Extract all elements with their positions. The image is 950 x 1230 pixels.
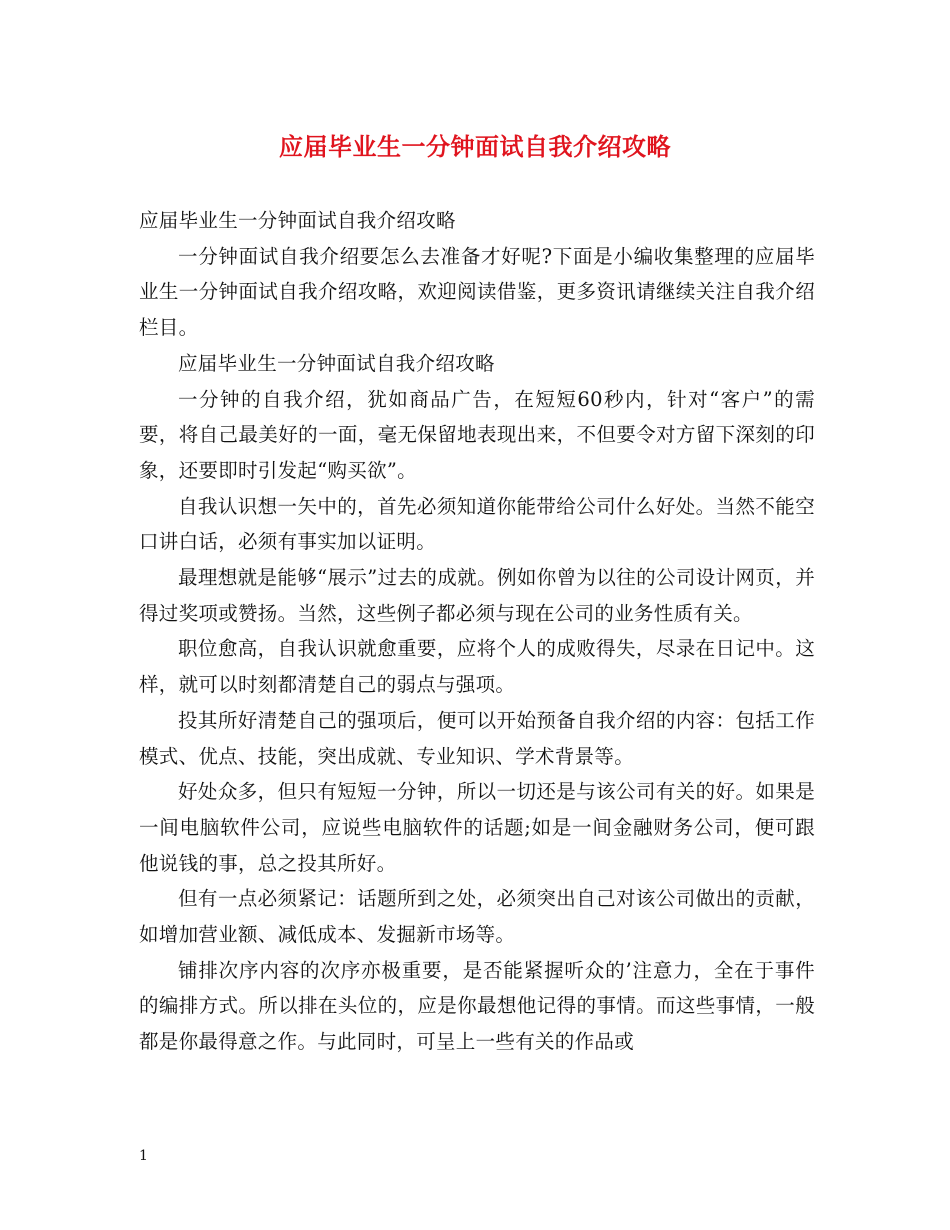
document-body: [139, 203, 815, 1060]
paragraph: 一分钟的自我介绍，犹如商品广告，在短短60秒内，针对“客户”的需要，将自己最美好的一面，毫无保留地表现出来，不但要令对方留下深刻的印象，还要即时引发起“购买欲”。: [139, 387, 815, 482]
paragraph: 职位愈高，自我认识就愈重要，应将个人的成败得失，尽录在日记中。这样，就可以时刻都清楚自己的弱点与强项。: [139, 637, 815, 697]
paragraph: 自我认识想一矢中的，首先必须知道你能带给公司什么好处。当然不能空口讲白话，必须有事实加以证明。: [139, 494, 815, 554]
paragraph-heading: 应届毕业生一分钟面试自我介绍攻略: [178, 351, 495, 375]
paragraph-subtitle: 应届毕业生一分钟面试自我介绍攻略: [139, 209, 456, 232]
document-title: 应届毕业生一分钟面试自我介绍攻略: [279, 132, 671, 161]
paragraph: 铺排次序内容的次序亦极重要，是否能紧握听众的’注意力，全在于事件的编排方式。所以排在头位的，应是你最想他记得的事情。而这些事情，一般都是你最得意之作。与此同时，可呈上一些有关的作品或: [139, 958, 815, 1054]
paragraph: 投其所好清楚自己的强项后，便可以开始预备自我介绍的内容：包括工作模式、优点、技能，突出成就、专业知识、学术背景等。: [139, 708, 815, 768]
paragraph: 但有一点必须紧记：话题所到之处，必须突出自己对该公司做出的贡献，如增加营业额、减低成本、发掘新市场等。: [139, 887, 815, 947]
paragraph: 最理想就是能够“展示”过去的成就。例如你曾为以往的公司设计网页，并得过奖项或赞扬。当然，这些例子都必须与现在公司的业务性质有关。: [139, 566, 815, 625]
paragraph: 一分钟面试自我介绍要怎么去准备才好呢?下面是小编收集整理的应届毕业生一分钟面试自我介绍攻略，欢迎阅读借鉴，更多资讯请继续关注自我介绍栏目。: [139, 244, 815, 340]
paragraph: 好处众多，但只有短短一分钟，所以一切还是与该公司有关的好。如果是一间电脑软件公司，应说些电脑软件的话题;如是一间金融财务公司，便可跟他说钱的事，总之投其所好。: [139, 780, 815, 875]
page-number: 1: [139, 1148, 148, 1164]
